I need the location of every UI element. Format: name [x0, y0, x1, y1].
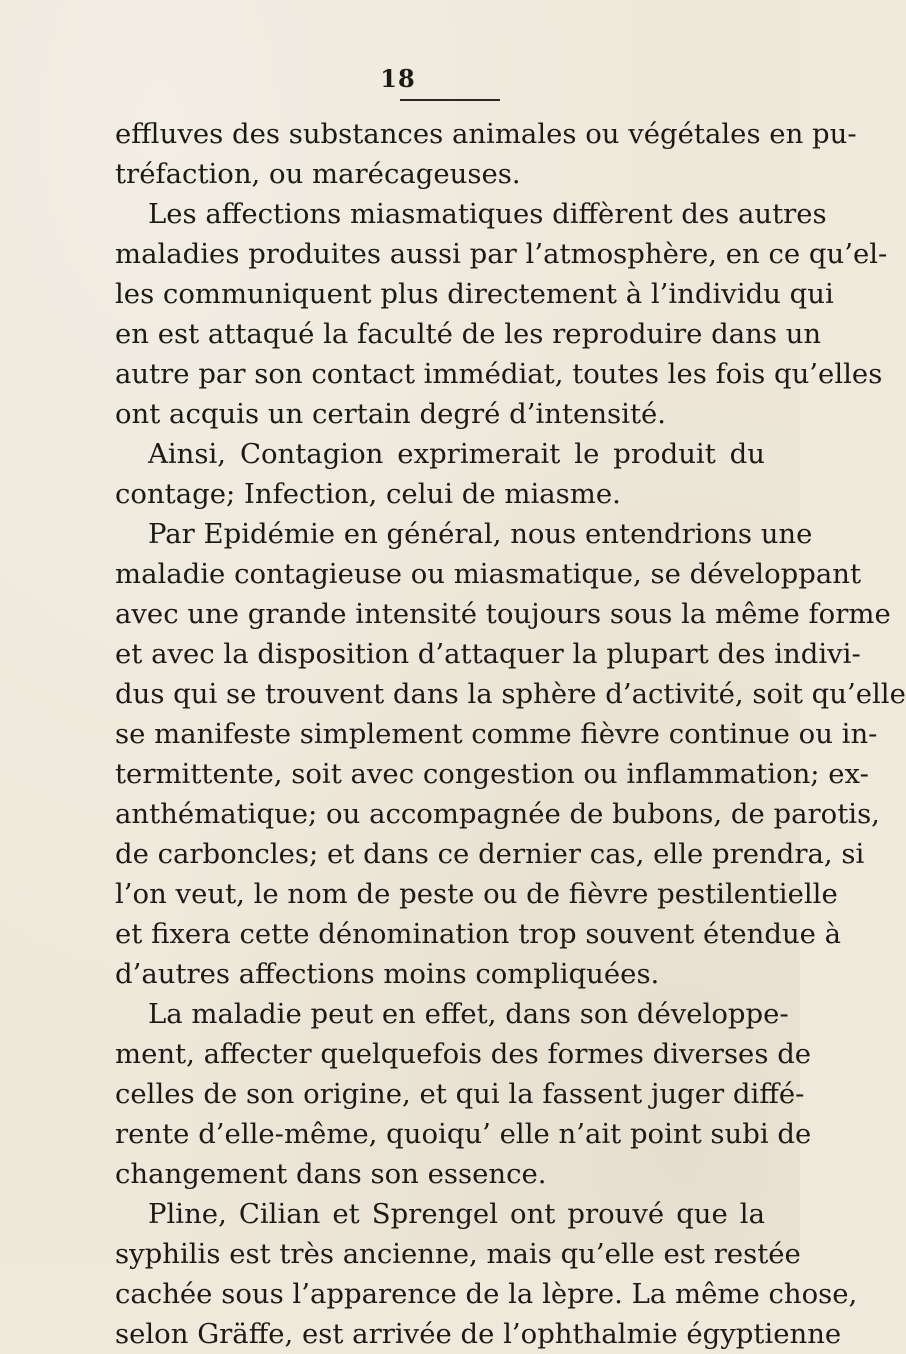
text-line: changement dans son essence. [115, 1158, 547, 1190]
text-line: d’autres affections moins compliquées. [115, 958, 660, 990]
text-line: avec une grande intensité toujours sous la même forme [115, 598, 891, 630]
text-line: ment, affecter quelquefois des formes diverses de [115, 1038, 812, 1070]
text-line: selon Gräffe, est arrivée de l’ophthalmie égyptienne [115, 1318, 842, 1350]
text-line: effluves des substances animales ou végétales en pu- [115, 118, 857, 150]
text-line: dus qui se trouvent dans la sphère d’activité, soit qu’elle [115, 678, 906, 710]
text-line: Les affections miasmatiques diffèrent des autres [148, 198, 827, 230]
text-line: en est attaqué la faculté de les reproduire dans un [115, 318, 822, 350]
text-line: La maladie peut en effet, dans son développe- [148, 998, 789, 1030]
text-line: de carboncles; et dans ce dernier cas, elle prendra, si [115, 838, 865, 870]
text-line: cachée sous l’apparence de la lèpre. La même chose, [115, 1278, 858, 1310]
text-line: syphilis est très ancienne, mais qu’elle est restée [115, 1238, 801, 1270]
text-line: contage; Infection, celui de miasme. [115, 478, 621, 510]
text-line: termittente, soit avec congestion ou inflammation; ex- [115, 758, 869, 790]
text-line: ont acquis un certain degré d’intensité. [115, 398, 667, 430]
text-line: les communiquent plus directement à l’individu qui [115, 278, 834, 310]
text-line: maladies produites aussi par l’atmosphère, en ce qu’el- [115, 238, 888, 270]
text-line: autre par son contact immédiat, toutes les fois qu’elles [115, 358, 883, 390]
text-line: Pline, Cilian et Sprengel ont prouvé que la [148, 1198, 765, 1230]
text-line: anthématique; ou accompagnée de bubons, de parotis, [115, 798, 880, 830]
text-line: et fixera cette dénomination trop souvent étendue à [115, 918, 842, 950]
text-line: celles de son origine, et qui la fassent juger diffé- [115, 1078, 805, 1110]
text-line: et avec la disposition d’attaquer la plupart des indivi- [115, 638, 861, 670]
text-line: Par Epidémie en général, nous entendrions une [148, 518, 813, 550]
text-line: se manifeste simplement comme fièvre continue ou in- [115, 718, 878, 750]
text-line: tréfaction, ou marécageuses. [115, 158, 521, 190]
page-number: 18 [380, 64, 416, 93]
text-line: rente d’elle-même, quoiqu’ elle n’ait point subi de [115, 1118, 812, 1150]
text-line: l’on veut, le nom de peste ou de fièvre pestilentielle [115, 878, 838, 910]
text-line: Ainsi, Contagion exprimerait le produit du [148, 438, 765, 470]
text-line: maladie contagieuse ou miasmatique, se développant [115, 558, 862, 590]
header-rule [400, 99, 500, 101]
